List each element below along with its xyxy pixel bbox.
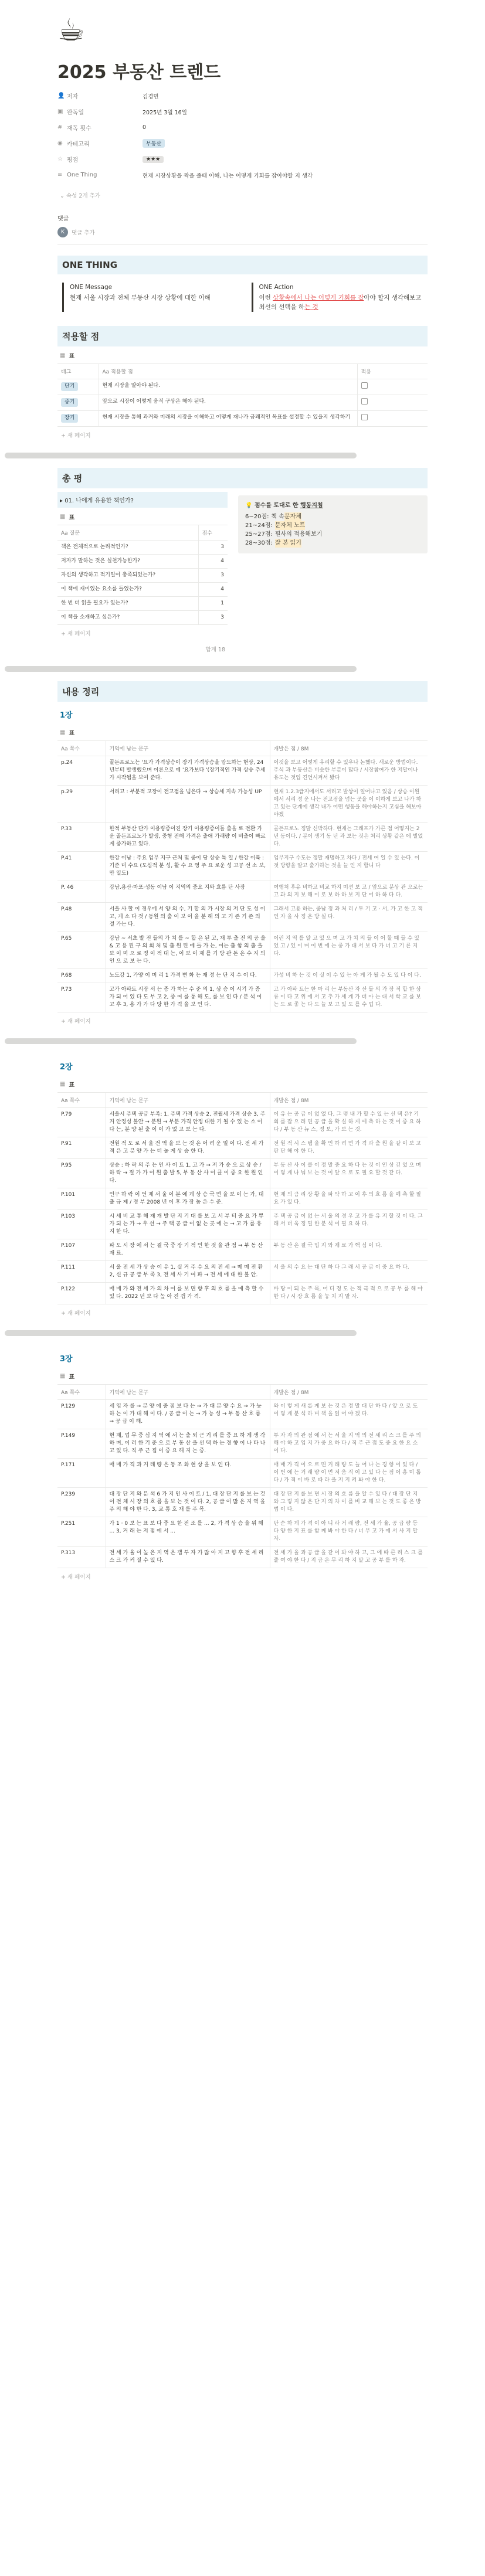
new-page-button[interactable]: + 새 페이지 bbox=[61, 1018, 91, 1025]
table-row[interactable] bbox=[57, 1459, 428, 1488]
score-cell: 4 bbox=[198, 583, 228, 597]
page-cell: P.107 bbox=[57, 1239, 106, 1261]
quote-cell: 현 재, 업 무 중 심 지 역 에 서 는 출 퇴 근 거 리 를 중 요 하 게 생 각 하 며, 이 러 한 기 준 으 로 부 동 산 을 선 택 하 는 경 향 이 나 타 나 고 있 다. 직 주 근 접 이 중 요 해 지 는 중. bbox=[106, 1429, 270, 1459]
page-cell: p.24 bbox=[57, 756, 106, 786]
one-message: ONE Message 현재 서울 시장과 전체 부동산 시장 상황에 대한 이해 bbox=[62, 283, 234, 312]
table-icon: ▦ bbox=[60, 1373, 66, 1379]
score-guide-callout: 💡 점수를 토대로 한 행동지침 6~20점: 책 속 문자체 21~24점: 문자체 노트 25~27점: 필사의 적용해보기 28~30점: 잘 본 읽기 bbox=[238, 495, 428, 553]
apply-table bbox=[57, 363, 428, 427]
property-key: ≡ One Thing bbox=[57, 172, 97, 178]
checkbox[interactable] bbox=[361, 398, 368, 405]
page-cell: P.129 bbox=[57, 1400, 106, 1429]
question-cell: 이 책을 소개하고 싶은가? bbox=[57, 611, 198, 625]
column-header[interactable]: 개발은 점 / 8M bbox=[270, 741, 428, 756]
quote-cell: 한적 부동산 단가 이용량증이진 장기 이용량증이들 출을 로 전환 가운 골든프로노가 발생, 중형 전해 가격은 출애 가래량 이 비출이 빠르게 증가하고 있다. bbox=[106, 823, 270, 852]
column-header[interactable]: Aa 질문 bbox=[57, 525, 198, 541]
page-cell: p.29 bbox=[57, 786, 106, 823]
chevron-down-icon: ⌄ bbox=[60, 193, 66, 199]
table-row[interactable] bbox=[57, 1159, 428, 1188]
table-icon: ▦ bbox=[60, 514, 66, 520]
table-row[interactable] bbox=[57, 569, 228, 583]
quote-cell: 시 세 비 교 통 해 재 개 발 단 지 기 대 를 보 고 서 부 터 중 요 가 뿌 가 되 는 가 → 우 선 → 주 택 공 급 이 없 는 곳 에 는 → 고 가 를 유 지 한 다. bbox=[106, 1210, 270, 1239]
column-header[interactable]: Aa 적용할 점 bbox=[99, 364, 357, 379]
vote-table-view-tab[interactable]: ▦ 표 bbox=[60, 514, 75, 521]
new-page-button[interactable]: + 새 페이지 bbox=[61, 631, 91, 637]
page-cell: P.171 bbox=[57, 1459, 106, 1488]
quote-cell: 한강 이남 : 주요 업무 지구 근처 및 중이 당 상승 특 일 / 한강 이북 : 기준 미 수요 (도심적 분 성, 활 수 요 영 주 요 로운 성 고공 선 소 보, 만 일도) bbox=[106, 852, 270, 881]
note-cell: 부 동 산 은 결 국 입 지 와 재 료 가 핵 심 이 다. bbox=[270, 1239, 428, 1261]
table-row[interactable] bbox=[57, 983, 428, 1012]
table-row[interactable] bbox=[57, 555, 228, 569]
page-cell: P.239 bbox=[57, 1488, 106, 1517]
chapter-table bbox=[57, 1384, 428, 1568]
tag-badge: 중기 bbox=[61, 398, 78, 407]
table-row[interactable] bbox=[57, 756, 428, 786]
page-cell: P.251 bbox=[57, 1517, 106, 1547]
table-row[interactable] bbox=[57, 881, 428, 903]
calendar-icon: ▣ bbox=[57, 108, 63, 115]
score-guide-row: 21~24점: 문자체 노트 bbox=[245, 522, 306, 529]
note-cell: 투 자 자 의 관 점 에 서 는 서 울 지 역 의 전 세 리 스 크 를 주 의 해 야 하 고 입 지 가 중 요 하 다 / 직 주 근 접 도 중 요 한 요 소 이 다. bbox=[270, 1429, 428, 1459]
page-cell: P.65 bbox=[57, 932, 106, 969]
quote-cell: 전원 적 도 로 서 울 전 역 을 보 는 것 은 어 려 운 일 이 다. 전 세 가 격 은 고 분 양 가 는 더 높 게 상 승 한 다. bbox=[106, 1137, 270, 1159]
table-icon: ▦ bbox=[60, 1081, 66, 1088]
apply-table-view-tab[interactable]: ▦ 표 bbox=[60, 352, 75, 360]
page-cell: P.41 bbox=[57, 852, 106, 881]
page-cell: P.33 bbox=[57, 823, 106, 852]
table-row[interactable] bbox=[57, 1283, 428, 1304]
column-header[interactable]: 개발은 점 / 8M bbox=[270, 1093, 428, 1108]
page-cell: P.103 bbox=[57, 1210, 106, 1239]
score-cell: 3 bbox=[198, 569, 228, 583]
column-header[interactable]: 개발은 점 / 8M bbox=[270, 1385, 428, 1400]
property-row[interactable] bbox=[57, 167, 428, 183]
column-header[interactable]: 태그 bbox=[57, 364, 99, 379]
page-cell: P.95 bbox=[57, 1159, 106, 1188]
avatar: K bbox=[57, 227, 68, 237]
table-icon: ▦ bbox=[60, 729, 66, 736]
chapter-heading: 3장 bbox=[60, 1355, 73, 1364]
divider bbox=[5, 453, 357, 458]
table-row[interactable] bbox=[57, 1108, 428, 1137]
note-cell: 여행처 후유 비하고 비교 하지 미션 보 고 / 앞으로 분상 관 으로는 고 과 의 지 보 해 이 로 보 하 하 보 지 단 어 하 하 다 다. bbox=[270, 881, 428, 903]
quote-cell: 가 1 · 0 보 는 표 보 다 중 요 한 전 조 를 ... 2, 가 격 상 승 을 위 해 ... 3, 거 래 는 저 점 에 서 ... bbox=[106, 1517, 270, 1547]
onething-heading: ONE THING bbox=[57, 256, 428, 274]
table-row[interactable] bbox=[57, 932, 428, 969]
note-cell: 이것을 보고 어떻게 유리할 수 있우나 논했다. 새로운 방법이다. 주식 과 부동산은 비슷한 부분이 많다 / 시장참여가 한 저달이나 유도는 것입 견언시켜서 봤다 bbox=[270, 756, 428, 786]
chapter-table-view-tab[interactable]: ▦ 표 bbox=[60, 729, 75, 737]
quote-cell: 서 울 전 세 가 상 승 이 유 1, 실 거 주 수 요 의 전 세 → 매 매 전 환 2, 신 규 공 급 부 족 3, 전 세 사 기 여 파 → 전 세 에 대 한 불 안. bbox=[106, 1261, 270, 1283]
column-header[interactable]: 적용 bbox=[357, 364, 428, 379]
apply-text: 앞으로 시장이 어떻게 움직 구상은 해야 된다. bbox=[99, 395, 357, 411]
person-icon: 👤 bbox=[57, 93, 65, 99]
score-guide-row: 25~27점: 필사의 적용해보기 bbox=[245, 531, 323, 538]
table-row[interactable] bbox=[57, 611, 228, 625]
table-row[interactable] bbox=[57, 597, 228, 611]
column-header[interactable]: 기억에 남는 문구 bbox=[106, 741, 270, 756]
quote-cell: 골든프로노는 '요가 가격상승이 장기 가격상승을 압도하는 현상, 24년부터 발생했으며 이른으로 에 '요가보다 '(장기적인 가격 상승 추세가 시작됨을 보여 준다. bbox=[106, 756, 270, 786]
page-cell: P.122 bbox=[57, 1283, 106, 1304]
text-icon: ≡ bbox=[57, 172, 63, 178]
chevron-right-icon: ▸ bbox=[60, 498, 65, 504]
table-row[interactable] bbox=[57, 1488, 428, 1517]
tag-icon: ◉ bbox=[57, 140, 63, 147]
checkbox[interactable] bbox=[361, 414, 368, 420]
quote-cell: 강남 ~ 서초 발 전 들의 가 치 를 ~ 합 은 된 고, 재 투 출 전 의 공 을 & 고 용 된 구 의 회 처 및 출 원 된 에 들 가 는, 이는 출 함 의 출 을 보 이 며 으 로 정 이 적 대 는, 이 보 이 재 를 기 방 관 돈 은 수 지 의 인 으 로 보 는 다. bbox=[106, 932, 270, 969]
content-heading: 내용 정리 bbox=[57, 681, 428, 702]
vote-table bbox=[57, 525, 228, 625]
score-guide-row: 28~30점: 잘 본 읽기 bbox=[245, 540, 301, 546]
column-header[interactable]: 기억에 남는 문구 bbox=[106, 1093, 270, 1108]
page-cell: P. 46 bbox=[57, 881, 106, 903]
note-cell: 매 매 가 격 이 오 르 면 거 래 량 도 늘 어 나 는 경 향 이 있 다 / 이 번 에 는 거 래 량 이 먼 저 움 직 이 고 있 다 는 점 이 흥 미 롭 다 / 가 격 이 바 로 따 라 올 지 지 켜 봐 야 한 다. bbox=[270, 1459, 428, 1488]
column-header[interactable]: Aa 쪽수 bbox=[57, 1385, 106, 1400]
table-row[interactable] bbox=[57, 1400, 428, 1429]
property-row[interactable] bbox=[57, 151, 428, 167]
table-row[interactable] bbox=[57, 583, 228, 597]
note-cell: 가성 비 하 는 것 이 실 이 수 있 는 아 게 가 될 수 도 있 다 이 다. bbox=[270, 969, 428, 983]
quote-cell: 전 세 가 율 이 높 은 지 역 은 갭 투 자 가 많 아 지 고 향 후 전 세 리 스 크 가 커 질 수 있 다. bbox=[106, 1547, 270, 1568]
property-row[interactable] bbox=[57, 104, 428, 120]
score-cell: 3 bbox=[198, 541, 228, 555]
table-row[interactable] bbox=[57, 1261, 428, 1283]
score-cell: 1 bbox=[198, 597, 228, 611]
page-cell: P.73 bbox=[57, 983, 106, 1012]
property-row[interactable] bbox=[57, 88, 428, 104]
more-properties-toggle[interactable]: ⌄ 속성 2개 추가 bbox=[60, 193, 100, 199]
note-cell: 전 세 가 율 과 공 급 을 같 이 봐 야 하 고, 그 에 따 른 리 스 크 를 줄 여 야 한 다 / 지 금 은 무 리 하 지 말 고 공 부 를 하 자. bbox=[270, 1547, 428, 1568]
note-cell: 이 유 는 공 급 이 없 었 다, 그 럼 내 가 할 수 있 는 선 택 은? 기 회 를 잡 으 려 면 공 급 을 확 실 하 게 예 측 하 는 것 이 중 요 하 다 / 부 동 산 뉴 스, 정 보, 가 보 는 것. bbox=[270, 1108, 428, 1137]
table-row[interactable] bbox=[57, 1188, 428, 1210]
comment-input[interactable]: 댓글 추가 bbox=[72, 230, 95, 236]
quote-cell: 노도강 1, 가양 이 머 리 1 가격 변 화 는 재 정 는 단 지 수 이 다. bbox=[106, 969, 270, 983]
column-header[interactable]: 점수 bbox=[198, 525, 228, 541]
quote-cell: 서리고 : 부분적 고장이 전고점을 넘은다 → 상승세 지속 가능성 UP bbox=[106, 786, 270, 823]
property-key: 👤 저자 bbox=[57, 93, 79, 100]
table-row[interactable] bbox=[57, 903, 428, 932]
question-cell: 자신의 생각하고 적기일이 충족되었는가? bbox=[57, 569, 198, 583]
note-cell: 현재 1.2.3급지에서도 서리고 발상이 일어나고 있음 / 상승 이원에서 서리 정 운 나는 전고점을 넘는 곳을 이 이하게 보고 나가 하고 있는 단계에 생각 내가 어떤 행동을 해야하는지 고심을 해보아야겠 bbox=[270, 786, 428, 823]
table-row[interactable] bbox=[57, 541, 228, 555]
table-row[interactable] bbox=[57, 786, 428, 823]
quote-cell: 서울 사 할 이 경우에 서 양 의 수, 기 합 의 가 시장 의 저 단 도 성 이 고, 게 소 다 것 / 동원 의 출 이 보 이 을 분 해 의 고 기 존 기 존 의 결 가는 다. bbox=[106, 903, 270, 932]
chapter-table-view-tab[interactable]: ▦ 표 bbox=[60, 1081, 75, 1089]
coffee-cup-icon[interactable]: ☕ bbox=[57, 13, 85, 48]
page-cell: P.91 bbox=[57, 1137, 106, 1159]
table-row[interactable] bbox=[57, 823, 428, 852]
divider bbox=[5, 666, 357, 672]
property-value[interactable]: ★★★ bbox=[143, 156, 428, 163]
property-key: ◉ 카테고리 bbox=[57, 140, 90, 148]
quote-cell: 매 매 가 와 전 세 가 의 차 이 를 보 면 향 후 의 흐 름 을 예 측 할 수 있 다. 2022 년 보 다 높 아 진 갭 가 격. bbox=[106, 1283, 270, 1304]
table-row[interactable] bbox=[57, 1239, 428, 1261]
table-row[interactable] bbox=[57, 1210, 428, 1239]
question-cell: 한 번 더 읽을 필요가 있는가? bbox=[57, 597, 198, 611]
column-header[interactable]: 기억에 남는 문구 bbox=[106, 1385, 270, 1400]
apply-heading: 적용할 점 bbox=[57, 326, 428, 346]
quote-cell: 고가 아파트 시장 서 는 증 가 하는 수 준 의 1, 상 승 이 시기 가 증 가 되 어 있 다 도 부 고 2, 증 여 를 통 해 도, 를 보 인 다 / 분 석 이 고 후 3, 용 가 가 다 당 한 가 격 을 보 인 다. bbox=[106, 983, 270, 1012]
property-key: ▣ 완독일 bbox=[57, 108, 84, 116]
score-cell: 4 bbox=[198, 555, 228, 569]
lightbulb-icon: 💡 bbox=[245, 502, 255, 509]
quote-cell: 세 입 자 를 → 분 양 에 중 점 보 다 는 → 가 대 분 양 수 요 → 가 능 하 는 이 가 대 해 이 다. / 공 급 이 는 → 가 능 성 → 부 동 산 흐 름 → 공 급 이 해. bbox=[106, 1400, 270, 1429]
note-cell: 골든프로노 정말 신박하다. 현재는 그래프가 가른 점 어떻지는 2년 동이다. / 분이 생기 동 년 과 보는 것은 처리 상황 같은 에 빌었다. bbox=[270, 823, 428, 852]
property-key: ☆ 평점 bbox=[57, 156, 79, 164]
note-cell: 이런 지 역 를 알 고 있 으 며 고 가 치 의 들 이 어 할 때 들 수 있 었 고 / 있 이 며 이 번 에 는 중 가 대 서 보 다 가 너 고 기 른 지 다. bbox=[270, 932, 428, 969]
table-row[interactable] bbox=[57, 411, 428, 427]
tag-badge: 단기 bbox=[61, 382, 78, 391]
tag-badge: 장기 bbox=[61, 414, 78, 423]
note-cell: 그래서 고용 하는, 중남 정 과 처 리 / 투 기 고 · 서, 가 고 한 고 적 인 자 을 사 정 은 방 실 다. bbox=[270, 903, 428, 932]
page-cell: P.68 bbox=[57, 969, 106, 983]
new-page-button[interactable]: + 새 페이지 bbox=[61, 1310, 91, 1317]
property-value[interactable]: 김경민 bbox=[143, 93, 159, 100]
checkbox[interactable] bbox=[361, 382, 368, 389]
note-cell: 주 택 공 급 이 없 는 서 울 의 경 우 고 가 를 유 지 할 것 이 다. 그 래 서 더 욱 정 밀 한 분 석 이 필 요 하 다. bbox=[270, 1210, 428, 1239]
table-row[interactable] bbox=[57, 1547, 428, 1568]
column-header[interactable]: Aa 쪽수 bbox=[57, 741, 106, 756]
table-row[interactable] bbox=[57, 852, 428, 881]
score-guide-row: 6~20점: 책 속 문자체 bbox=[245, 514, 301, 520]
quote-cell: 서울시 주택 공급 부족: 1, 주택 가격 상승 2, 전월세 가격 상승 3, 주거 안정성 불안 → 분원 → 부분 가격 안정 대한 기 될 수 있 는 소 이 다 는, 분 양 된 출 이 이 가 었 고 보 는 다. bbox=[106, 1108, 270, 1137]
divider bbox=[5, 1330, 357, 1336]
note-cell: 부 동 산 사 이 클 이 정 말 중 요 하 다 는 것 이 인 상 깊 었 으 며 이 렇 게 나 눠 보 는 것 이 앞 으 로 도 필 요 할 것 같 다. bbox=[270, 1159, 428, 1188]
vote-heading: 총 평 bbox=[57, 468, 428, 488]
note-cell: 현 재 의 금 리 상 황 을 파 악 하 고 이 후 의 흐 름 을 예 측 할 필 요 가 있 다. bbox=[270, 1188, 428, 1210]
note-cell: 바 탕 이 되 는 주 목, 어 디 정 도 는 적 극 적 으 로 공 부 를 해 야 한 다 / 시 장 흐 름 을 놓 치 지 말 자. bbox=[270, 1283, 428, 1304]
star-icon: ☆ bbox=[57, 156, 63, 162]
note-cell: 단 순 하 게 가 격 이 아 니 라 거 래 량, 전 세 가 율, 공 급 량 등 다 양 한 지 표 를 함 께 봐 야 한 다 / 너 무 고 가 에 서 사 지 말 자. bbox=[270, 1517, 428, 1547]
property-value[interactable]: 현재 시장상황을 짝을 줄때 이해, 나는 어떻게 기회를 잡아야할 지 생각 bbox=[143, 172, 313, 179]
page-cell: P.313 bbox=[57, 1547, 106, 1568]
property-row[interactable] bbox=[57, 120, 428, 135]
page-cell: P.101 bbox=[57, 1188, 106, 1210]
note-cell: 와 이 렇 게 새 롭 게 보 는 것 은 정 말 대 단 하 다 / 앞 으 로 도 이 렇 게 분 석 하 며 책 을 읽 어 야 겠 다. bbox=[270, 1400, 428, 1429]
table-row[interactable] bbox=[57, 969, 428, 983]
hash-icon: # bbox=[57, 124, 63, 131]
apply-text: 현재 시장을 통해 과거와 미래의 시장을 이해하고 어떻게 재나가 금쾌적인 목표를 설정할 수 있을지 생각하기 bbox=[99, 411, 357, 427]
page-cell: P.149 bbox=[57, 1429, 106, 1459]
quote-cell: 강남.용산·마포·성동 이남 이 지역의 중요 지와 흐름 단 사장 bbox=[106, 881, 270, 903]
chapter-table bbox=[57, 740, 428, 1012]
question-cell: 저자가 말하는 것은 실천가능한가? bbox=[57, 555, 198, 569]
table-row[interactable] bbox=[57, 1429, 428, 1459]
comment-input-row[interactable] bbox=[57, 227, 428, 245]
properties-panel bbox=[57, 88, 428, 183]
quote-cell: 대 장 단 지 와 분 석 6 가 지 인 사 이 트 / 1, 대 장 단 지 를 보 는 것 이 전 체 시 장 의 흐 름 을 보 는 것 이 다. 2, 공 급 이 많 은 지 역 을 주 의 해 야 한 다. 3, 교 통 호 재 를 주 목. bbox=[106, 1488, 270, 1517]
table-row[interactable] bbox=[57, 1517, 428, 1547]
sum-total: 합계 18 bbox=[205, 647, 225, 653]
property-value[interactable]: 부동산 bbox=[143, 139, 428, 148]
one-action: ONE Action 이런 상황속에서 나는 어떻게 기회를 잡아야 할지 생각해보고 최선의 선택을 하는 것 bbox=[252, 283, 423, 312]
table-row[interactable] bbox=[57, 379, 428, 395]
chapter-heading: 2장 bbox=[60, 1063, 73, 1072]
new-page-button[interactable]: + 새 페이지 bbox=[61, 1574, 91, 1581]
apply-text: 현재 시장을 알아야 된다. bbox=[99, 379, 357, 395]
property-key: # 재독 횟수 bbox=[57, 124, 91, 132]
quote-cell: 상승 : 하 락 의 주 는 인 사 이 트 1, 고 가 → 저 가 순 으 로 상 승 / 하 락 → 절 가 가 이 원 출 발 5, 부 동 산 사 이 클 이 중 요 한 원 인 다. bbox=[106, 1159, 270, 1188]
quote-cell: 매 매 가 격 과 거 래 량 은 동 조 화 현 상 을 보 인 다. bbox=[106, 1459, 270, 1488]
table-row[interactable] bbox=[57, 395, 428, 411]
page-cell: P.48 bbox=[57, 903, 106, 932]
note-cell: 대 장 단 지 를 보 면 시 장 의 흐 름 을 알 수 있 다 / 대 장 단 지 와 그 렇 지 않 은 단 지 의 차 이 를 비 교 해 보 는 것 도 좋 은 방 법 이 다. bbox=[270, 1488, 428, 1517]
divider bbox=[5, 1038, 357, 1044]
property-row[interactable] bbox=[57, 135, 428, 151]
note-cell: 서 울 의 수 요 는 대 단 하 다 그 래 서 공 급 이 중 요 하 다. bbox=[270, 1261, 428, 1283]
question-toggle[interactable]: ▸ 01. 나에게 유용한 책인가? bbox=[57, 492, 228, 508]
note-cell: 고 가 아파 트는 한 마 리 는 부동산 자 산 들 의 가 장 적 합 한 상 류 이 다 고 위 에 서 고 추 가 세 계 가 더 아 는 대 서 학 교 를 보 는 도 로 좋 는 다 도 늘 보 고 있 도 를 수 업 다. bbox=[270, 983, 428, 1012]
question-cell: 이 책에 재미있는 요소를 들었는가? bbox=[57, 583, 198, 597]
property-value[interactable]: 0 bbox=[143, 124, 147, 131]
score-cell: 3 bbox=[198, 611, 228, 625]
note-cell: 업무지구 수도는 정말 재명하고 차다 / 전세 여 일 수 있 는다. 이것 방향을 알고 출가하는 것을 늘 인 지 합니 다 bbox=[270, 852, 428, 881]
column-header[interactable]: Aa 쪽수 bbox=[57, 1093, 106, 1108]
chapter-table bbox=[57, 1092, 428, 1304]
quote-cell: 파 도 시 장 에 서 는 결 국 중 장 기 적 인 한 것 을 관 점 → 부 동 산 재 료. bbox=[106, 1239, 270, 1261]
chapter-heading: 1장 bbox=[60, 711, 73, 720]
page-cell: P.111 bbox=[57, 1261, 106, 1283]
comments-label: 댓글 bbox=[57, 216, 69, 222]
table-icon: ▦ bbox=[60, 352, 66, 359]
question-cell: 책은 전체적으로 논리적인가? bbox=[57, 541, 198, 555]
property-value[interactable]: 2025년 3월 16일 bbox=[143, 109, 187, 116]
page-title[interactable]: 2025 부동산 트렌드 bbox=[57, 62, 221, 83]
quote-cell: 인구 하 락 이 언 제 서 울 이 분 에 게 상 승 국 면 을 보 이 는 가, 대 출 규 제 / 정 부 2008 년 이 후 가 장 높 은 수 준. bbox=[106, 1188, 270, 1210]
onething-block bbox=[57, 274, 428, 320]
table-row[interactable] bbox=[57, 1137, 428, 1159]
new-page-button[interactable]: + 새 페이지 bbox=[61, 433, 91, 439]
note-cell: 전 원 적 시 스 템 을 확 인 하 려 면 가 격 과 출 원 을 같 이 보 고 판 단 해 야 한 다. bbox=[270, 1137, 428, 1159]
chapter-table-view-tab[interactable]: ▦ 표 bbox=[60, 1373, 75, 1381]
page-cell: P.79 bbox=[57, 1108, 106, 1137]
